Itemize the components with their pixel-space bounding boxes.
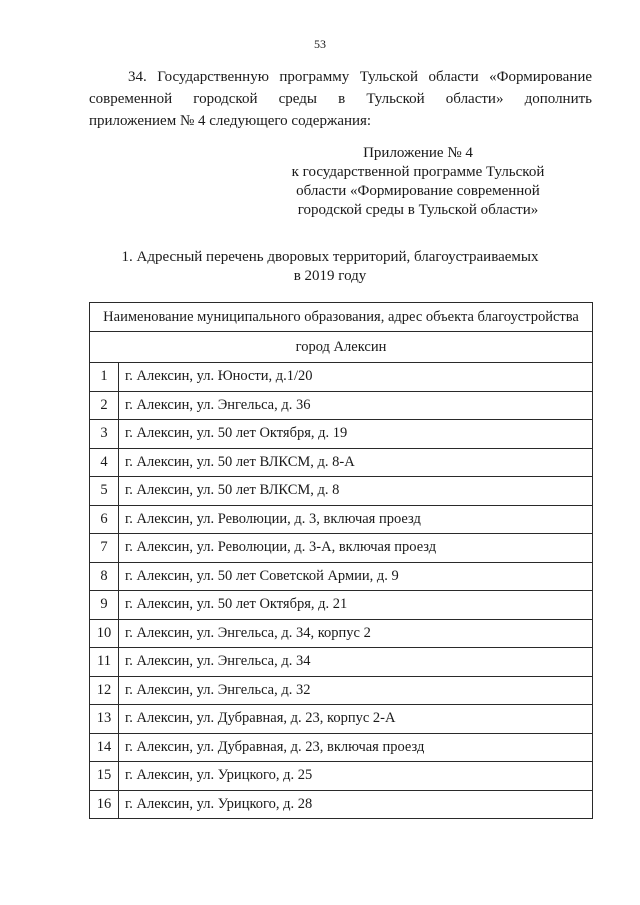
- row-number: 13: [90, 705, 119, 734]
- table-header-row: [90, 303, 593, 332]
- row-address: г. Алексин, ул. Энгельса, д. 32: [119, 676, 593, 705]
- row-address: г. Алексин, ул. 50 лет ВЛКСМ, д. 8-А: [119, 448, 593, 477]
- intro-line: приложением № 4 следующего содержания:: [89, 113, 372, 129]
- table-row: [90, 619, 593, 648]
- page-number: 53: [314, 37, 326, 51]
- table-row: [90, 676, 593, 705]
- row-address: г. Алексин, ул. Энгельса, д. 34: [119, 648, 593, 677]
- row-address: г. Алексин, ул. Революции, д. 3, включая проезд: [119, 505, 593, 534]
- table-row: [90, 591, 593, 620]
- table-group-row: [90, 332, 593, 363]
- appendix-line: области «Формирование современной: [296, 183, 540, 199]
- table-row: [90, 562, 593, 591]
- row-number: 9: [90, 591, 119, 620]
- row-number: 8: [90, 562, 119, 591]
- row-address: г. Алексин, ул. Революции, д. 3-А, включая проезд: [119, 534, 593, 563]
- row-address: г. Алексин, ул. 50 лет Советской Армии, д. 9: [119, 562, 593, 591]
- intro-line: 34. Государственную программу Тульской области «Формирование: [128, 69, 592, 85]
- municipality-name: город Алексин: [90, 332, 593, 363]
- row-address: г. Алексин, ул. Дубравная, д. 23, корпус 2-А: [119, 705, 593, 734]
- appendix-line: Приложение № 4: [363, 145, 473, 161]
- table-row: [90, 363, 593, 392]
- table-row: [90, 448, 593, 477]
- list-title-line: 1. Адресный перечень дворовых территорий, благоустраиваемых: [121, 249, 539, 265]
- table-row: [90, 733, 593, 762]
- table-row: [90, 391, 593, 420]
- row-number: 14: [90, 733, 119, 762]
- row-address: г. Алексин, ул. Урицкого, д. 28: [119, 790, 593, 819]
- row-address: г. Алексин, ул. Энгельса, д. 34, корпус 2: [119, 619, 593, 648]
- table-row: [90, 505, 593, 534]
- list-title: [100, 248, 560, 286]
- row-number: 2: [90, 391, 119, 420]
- row-number: 5: [90, 477, 119, 506]
- row-address: г. Алексин, ул. Урицкого, д. 25: [119, 762, 593, 791]
- table-row: [90, 705, 593, 734]
- row-address: г. Алексин, ул. Энгельса, д. 36: [119, 391, 593, 420]
- intro-line: современной городской среды в Тульской области» дополнить: [89, 91, 592, 107]
- row-address: г. Алексин, ул. 50 лет ВЛКСМ, д. 8: [119, 477, 593, 506]
- row-number: 3: [90, 420, 119, 449]
- appendix-header: [280, 144, 556, 220]
- table-row: [90, 420, 593, 449]
- table-row: [90, 648, 593, 677]
- row-address: г. Алексин, ул. Юности, д.1/20: [119, 363, 593, 392]
- row-address: г. Алексин, ул. Дубравная, д. 23, включая проезд: [119, 733, 593, 762]
- row-number: 1: [90, 363, 119, 392]
- row-number: 16: [90, 790, 119, 819]
- row-address: г. Алексин, ул. 50 лет Октября, д. 21: [119, 591, 593, 620]
- table-header: Наименование муниципального образования, адрес объекта благоустройства: [90, 303, 593, 332]
- row-number: 4: [90, 448, 119, 477]
- appendix-line: городской среды в Тульской области»: [297, 202, 539, 218]
- appendix-line: к государственной программе Тульской: [291, 164, 545, 180]
- row-number: 10: [90, 619, 119, 648]
- row-number: 6: [90, 505, 119, 534]
- address-table: [89, 302, 593, 819]
- table-row: [90, 534, 593, 563]
- table-row: [90, 790, 593, 819]
- list-title-line: в 2019 году: [293, 268, 367, 284]
- row-address: г. Алексин, ул. 50 лет Октября, д. 19: [119, 420, 593, 449]
- row-number: 12: [90, 676, 119, 705]
- table-row: [90, 762, 593, 791]
- table-row: [90, 477, 593, 506]
- intro-paragraph: [89, 66, 592, 132]
- row-number: 7: [90, 534, 119, 563]
- row-number: 11: [90, 648, 119, 677]
- row-number: 15: [90, 762, 119, 791]
